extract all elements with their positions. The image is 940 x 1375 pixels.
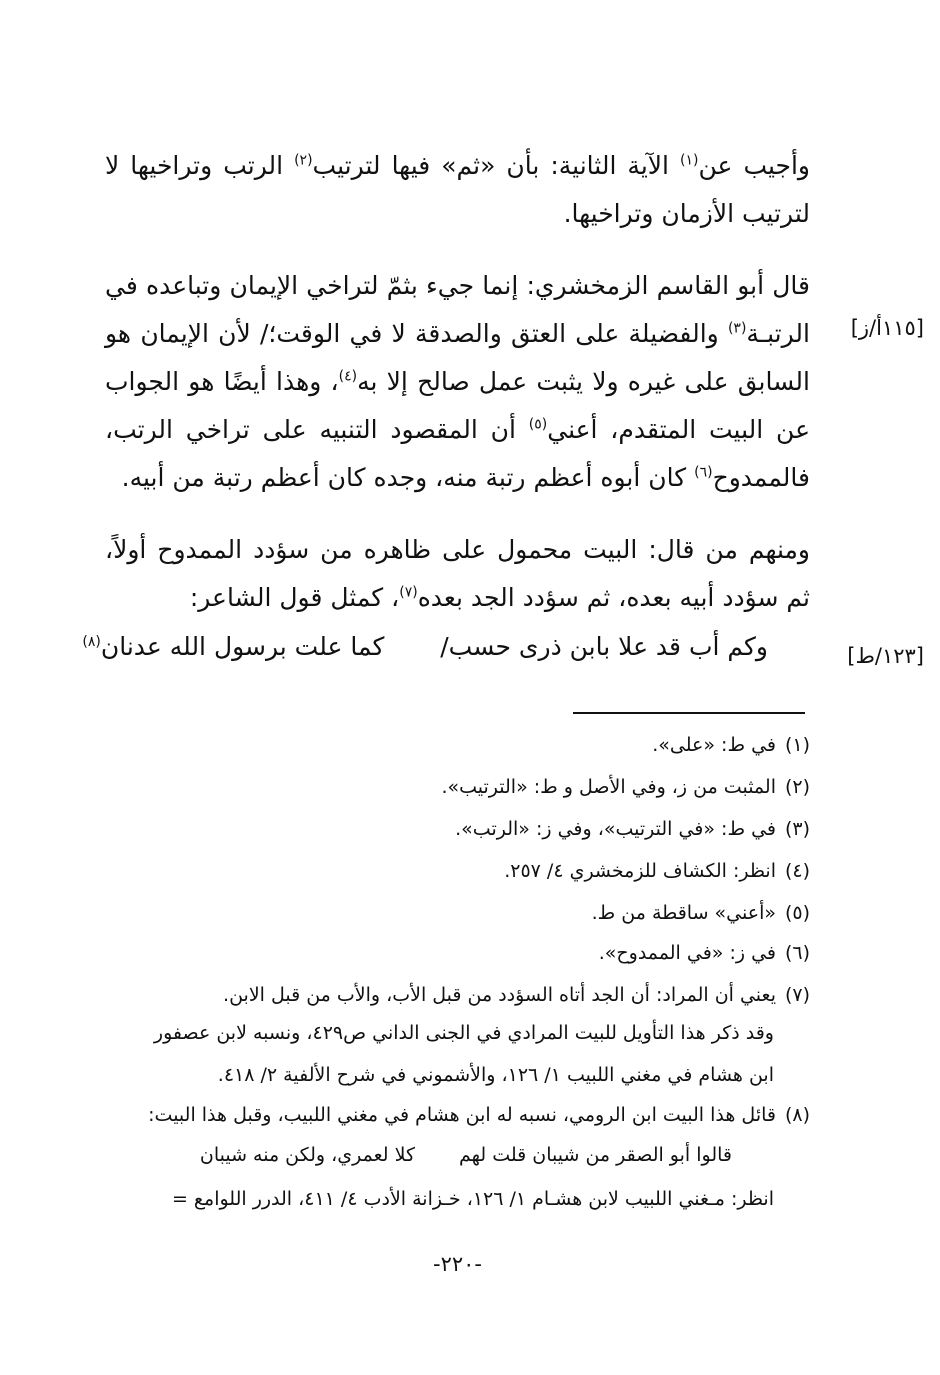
footnote-5: [592, 902, 810, 924]
margin-ref-z: [١١٥أ/ز]: [850, 316, 924, 340]
footnote-number: (٦): [784, 942, 810, 964]
footnote-2: [441, 776, 810, 798]
footnote-7: [223, 984, 810, 1006]
footnote-text: انظر: الكشاف للزمخشري ٤/ ٢٥٧.: [504, 860, 776, 882]
footnote-7-continuation-2: ابن هشام في مغني اللبيب ١/ ١٢٦، والأشموني في شرح الألفية ٢/ ٤١٨.: [217, 1064, 774, 1086]
verse-hemistich-2: كما علت برسول الله عدنان: [100, 632, 385, 661]
p2-text-2: والفضيلة على العتق والصدقة لا في الوقت؛/ لأن الإيمان هو السابق على غيره ولا يثبت عمل صالح إلا به: [105, 319, 810, 396]
footnote-text: في ز: «في الممدوح».: [598, 942, 776, 964]
footnote-marker-7[interactable]: (٧): [399, 584, 418, 601]
footnote-marker-6[interactable]: (٦): [694, 464, 713, 481]
footnote-marker-4[interactable]: (٤): [338, 368, 358, 385]
footnote-marker-2[interactable]: (٢): [294, 152, 313, 169]
footnote-text: في ط: «في الترتيب»، وفي ز: «الرتب».: [455, 818, 776, 840]
footnote-8-verse-1: قالوا أبو الصقر من شيبان قلت لهم: [458, 1144, 732, 1166]
footnote-text: المثبت من ز، وفي الأصل و ط: «الترتيب».: [441, 776, 776, 798]
p1-text-2: الآية الثانية: بأن «ثم» فيها لترتيب: [312, 151, 681, 180]
footnote-marker-3[interactable]: (٣): [727, 320, 747, 337]
footnote-3: [455, 818, 810, 840]
p1-text-1: وأجيب عن: [698, 151, 811, 180]
footnote-7-continuation-1: وقد ذكر هذا التأويل للبيت المرادي في الجنى الداني ص٤٢٩، ونسبه لابن عصفور: [153, 1022, 774, 1044]
footnote-separator: [573, 712, 805, 714]
footnote-4: [504, 860, 810, 882]
p3-text-1: ومنهم من قال: البيت محمول على ظاهره من سؤدد الممدوح أولاً، ثم سؤدد أبيه بعده، ثم سؤدد الجد بعده: [105, 535, 810, 612]
p1-text-3: الرتب وتراخيها لا لترتيب الأزمان وتراخيها.: [105, 151, 810, 228]
footnote-6: [599, 942, 810, 964]
p2-text-3: ، وهذا أيضًا هو الجواب عن البيت المتقدم، أعني: [105, 367, 810, 444]
footnote-text: في ط: «على».: [652, 734, 776, 756]
footnote-number: (٤): [784, 860, 810, 882]
footnote-number: (٢): [784, 776, 810, 798]
paragraph-2: [105, 262, 810, 502]
page-number: -٢٢٠-: [433, 1252, 482, 1276]
p3-text-2: ، كمثل قول الشاعر:: [189, 583, 400, 612]
paragraph-3: [105, 526, 810, 622]
p2-text-5: كان أبوه أعظم رتبة منه، وجده كان أعظم رتبة من أبيه.: [121, 463, 695, 492]
p2-text-1: قال أبو القاسم الزمخشري: إنما جيء بثمّ لتراخي الإيمان وتباعده في الرتبـة: [105, 271, 810, 348]
verse-line: وكم أب قد علا بابن ذرى حسب/ كما علت برسول الله عدنان(٨): [82, 632, 768, 661]
footnote-1: [652, 734, 810, 756]
footnote-number: (١): [784, 734, 810, 756]
footnote-number: (٥): [784, 902, 810, 924]
paragraph-1: [105, 142, 810, 238]
footnote-text: قائل هذا البيت ابن الرومي، نسبه له ابن هشام في مغني اللبيب، وقبل هذا البيت:: [148, 1104, 776, 1126]
footnote-number: (٧): [784, 984, 810, 1006]
footnote-marker-1[interactable]: (١): [680, 152, 699, 169]
footnote-text: «أعني» ساقطة من ط.: [591, 902, 776, 924]
footnote-8: [148, 1104, 810, 1126]
footnote-8-continuation: انظر: مـغني اللبيب لابن هشـام ١/ ١٢٦، خـزانة الأدب ٤/ ٤١١، الدرر اللوامع =: [171, 1188, 774, 1210]
footnote-number: (٣): [784, 818, 810, 840]
p2-text-4: أن المقصود التنبيه على تراخي الرتب، فالممدوح: [105, 415, 810, 492]
footnote-8-verse-2: كلا لعمري، ولكن منه شيبان: [199, 1144, 415, 1166]
verse-hemistich-1: وكم أب قد علا بابن ذرى حسب/: [440, 632, 768, 661]
footnote-marker-5[interactable]: (٥): [528, 416, 548, 433]
footnote-number: (٨): [784, 1104, 810, 1126]
footnote-text: يعني أن المراد: أن الجد أتاه السؤدد من قبل الأب، والأب من قبل الابن.: [223, 984, 776, 1006]
margin-ref-t: [١٢٣/ط]: [847, 644, 924, 668]
